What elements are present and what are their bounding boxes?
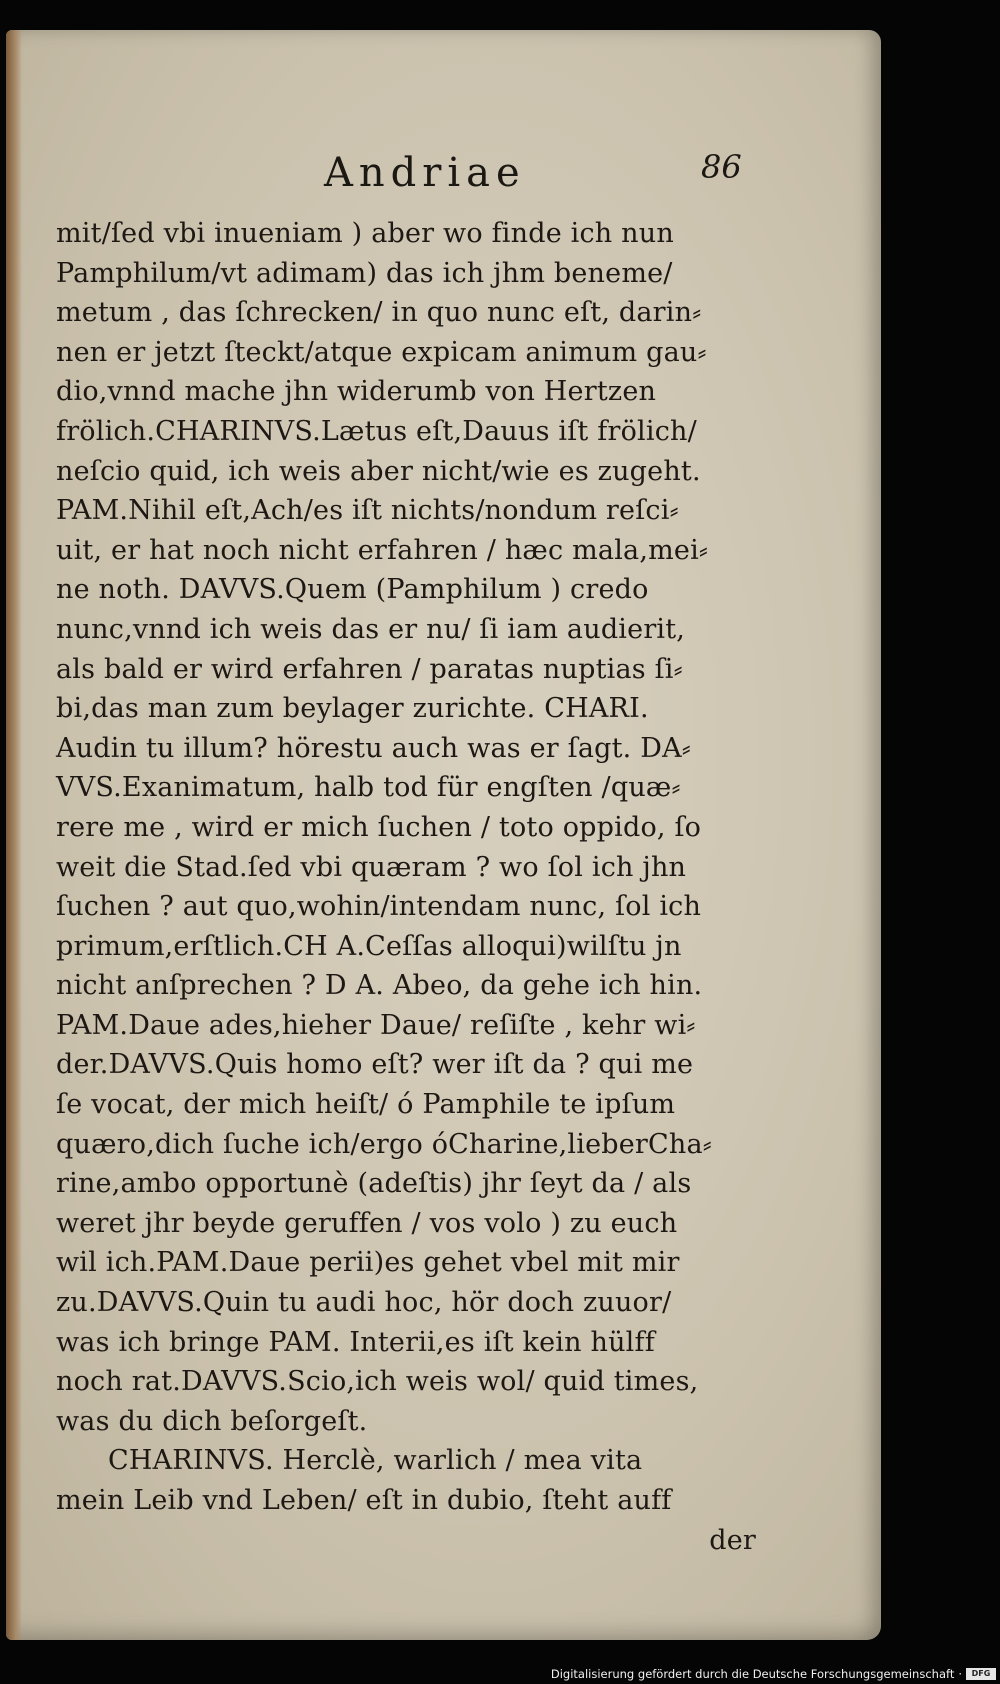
text-line: Audin tu illum? hörestu auch was er ſagt. DA⸗ xyxy=(56,732,691,764)
text-line: noch rat.DAVVS.Scio,ich weis wol/ quid times, xyxy=(56,1366,699,1398)
text-line: ſuchen ? aut quo,wohin/intendam nunc, ſol ich xyxy=(56,891,702,923)
text-line: PAM.Nihil eſt,Ach/es iſt nichts/nondum reſci⸗ xyxy=(56,495,679,527)
text-line: quæro,dich ſuche ich/ergo óCharine,lieberCha⸗ xyxy=(56,1128,712,1160)
credit-text: Digitalisierung gefördert durch die Deutsche Forschungsgemeinschaft xyxy=(550,1667,955,1681)
text-line: zu.DAVVS.Quin tu audi hoc, hör doch zuuor/ xyxy=(56,1287,672,1319)
text-line: metum , das ſchrecken/ in quo nunc eſt, darin⸗ xyxy=(56,297,702,329)
text-line: primum,erſtlich.CH A.Ceſſas alloqui)wilſtu jn xyxy=(56,930,682,962)
running-title: Andriae xyxy=(324,150,526,196)
text-line: nicht anſprechen ? D A. Abeo, da gehe ich hin. xyxy=(56,970,703,1002)
text-line: CHARINVS. Herclè, warlich / mea vita xyxy=(108,1445,643,1477)
book-page xyxy=(6,30,881,1640)
separator: · xyxy=(958,1667,962,1681)
text-line: VVS.Exanimatum, halb tod für engſten /quæ⸗ xyxy=(56,772,681,804)
text-line: was ich bringe PAM. Interii,es iſt kein hülff xyxy=(56,1326,655,1358)
text-line: der.DAVVS.Quis homo eſt? wer iſt da ? qui me xyxy=(56,1049,694,1081)
folio-number: 86 xyxy=(701,148,742,186)
page-header xyxy=(6,122,881,202)
text-line: ſe vocat, der mich heiſt/ ó Pamphile te ipſum xyxy=(56,1089,676,1121)
text-line: mit/ſed vbi inueniam ) aber wo finde ich nun xyxy=(56,218,674,249)
text-line: der xyxy=(709,1524,756,1556)
dfg-logo: DFG xyxy=(966,1668,996,1680)
text-line: wil ich.PAM.Daue perii)es gehet vbel mit mir xyxy=(56,1247,680,1279)
text-line: nunc,vnnd ich weis das er nu/ ſi iam audierit, xyxy=(56,613,686,645)
digitization-credit xyxy=(551,1666,996,1682)
text-line: dio,vnnd mache jhn widerumb von Hertzen xyxy=(56,376,657,408)
text-line: rine,ambo opportunè (adeſtis) jhr ſeyt da / als xyxy=(56,1168,692,1200)
text-line: Pamphilum/vt adimam) das ich jhm beneme/ xyxy=(56,257,673,289)
text-line: rere me , wird er mich ſuchen / toto oppido, ſo xyxy=(56,811,702,843)
text-line: weit die Stad.ſed vbi quæram ? wo ſol ich jhn xyxy=(56,851,687,883)
text-line: PAM.Daue ades,hieher Daue/ reſiſte , kehr wi⸗ xyxy=(56,1009,696,1041)
text-line: weret jhr beyde geruffen / vos volo ) zu euch xyxy=(56,1207,678,1239)
text-line: frölich.CHARINVS.Lætus eſt,Dauus iſt frölich/ xyxy=(56,415,697,447)
text-line: was du dich beſorgeſt. xyxy=(56,1405,368,1437)
text-line: bi,das man zum beylager zurichte. CHARI. xyxy=(56,693,649,725)
text-line: mein Leib vnd Leben/ eſt in dubio, ſteht auff xyxy=(56,1485,672,1516)
text-line: ne noth. DAVVS.Quem (Pamphilum ) credo xyxy=(56,574,649,606)
text-line: neſcio quid, ich weis aber nicht/wie es zugeht. xyxy=(56,455,701,487)
text-line: uit, er hat noch nicht erfahren / hæc mala,mei⸗ xyxy=(56,534,709,566)
text-line: als bald er wird erfahren / paratas nuptias ſi⸗ xyxy=(56,653,683,685)
page-gutter xyxy=(6,30,22,1640)
text-block xyxy=(56,214,766,1560)
text-line: nen er jetzt ſteckt/atque expicam animum gau⸗ xyxy=(56,336,707,368)
